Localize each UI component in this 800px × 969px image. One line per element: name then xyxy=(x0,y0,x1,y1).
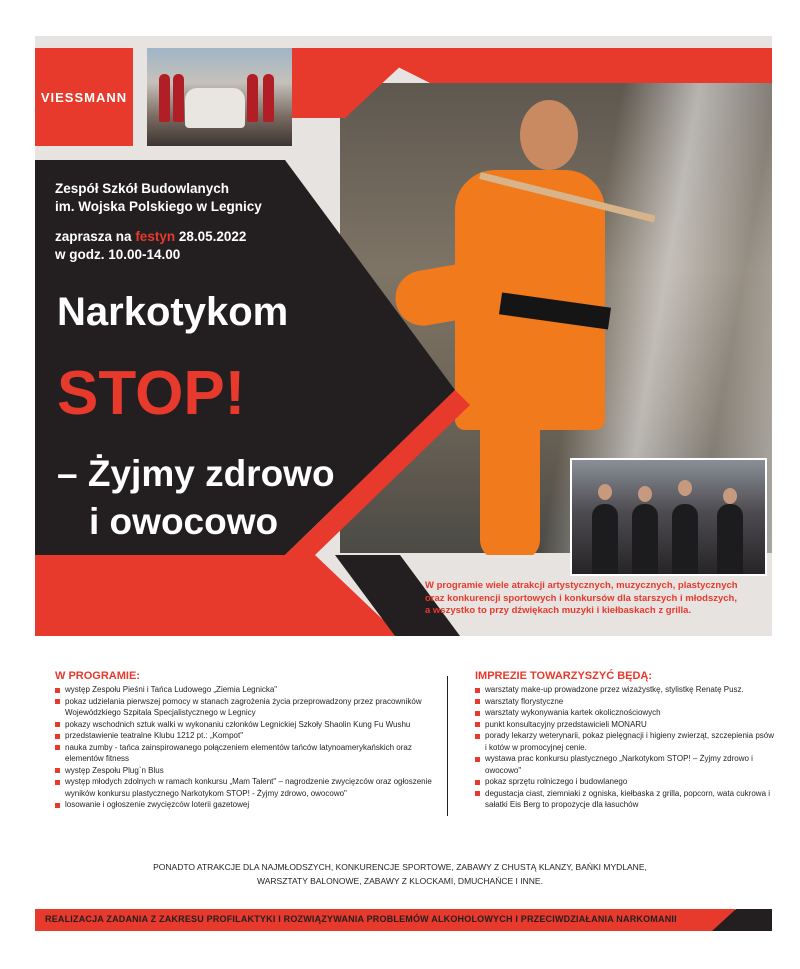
list-item: warsztaty florystyczne xyxy=(475,696,775,708)
school-name: Zespół Szkół Budowlanych im. Wojska Polskiego w Legnicy xyxy=(55,181,262,214)
side-events-title: IMPREZIE TOWARZYSZYĆ BĘDĄ: xyxy=(475,670,653,682)
list-item: pokaz udzielania pierwszej pomocy w stanach zagrożenia życia przeprowadzony przez pracowników Wojewódzkiego Szpitala Specjalistycznego w Legnicy xyxy=(55,696,435,719)
additional-attractions: PONADTO ATRAKCJE DLA NAJMŁODSZYCH, KONKURENCJE SPORTOWE, ZABAWY Z CHUSTĄ KLANZY, BAŃKI MYDLANE, WARSZTATY BALONOWE, ZABAWY Z KLOCKAMI, DMUCHAŃCE I INNE. xyxy=(153,862,647,886)
funding-text: REALIZACJA ZADANIA Z ZAKRESU PROFILAKTYKI I ROZWIĄZYWANIA PROBLEMÓW ALKOHOLOWYCH I PRZECIWDZIAŁANIA NARKOMANII xyxy=(45,914,677,924)
invitation: zaprasza na festyn 28.05.2022 w godz. 10.00-14.00 xyxy=(55,228,262,264)
logo-text: VIESSMANN xyxy=(40,89,128,105)
viessmann-logo xyxy=(35,48,133,146)
event-info xyxy=(55,180,262,264)
band-member xyxy=(592,504,618,574)
list-item: przedstawienie teatralne Klubu 1212 pt.: „Kompot" xyxy=(55,730,435,742)
headline-zyjmy: – Żyjmy zdrowo i owocowo xyxy=(57,453,335,542)
festyn-highlight: festyn xyxy=(135,229,176,244)
list-item: punkt konsultacyjny przedstawicieli MONARU xyxy=(475,719,775,731)
list-item: pokazy wschodnich sztuk walki w wykonaniu członków Legnickiej Szkoły Shaolin Kung Fu Wushu xyxy=(55,719,435,731)
event-date: 28.05.2022 xyxy=(178,229,247,244)
folk-group-car-photo xyxy=(147,48,292,146)
side-events-section xyxy=(475,670,775,811)
headline-stop: STOP! xyxy=(57,359,246,428)
band-member xyxy=(632,504,658,574)
event-hours: w godz. 10.00-14.00 xyxy=(55,247,181,262)
side-events-list xyxy=(475,684,775,811)
band-photo xyxy=(570,458,767,576)
list-item: losowanie i ogłoszenie zwycięzców loterii gazetowej xyxy=(55,799,435,811)
person-figure xyxy=(263,74,274,122)
band-member-head xyxy=(638,486,652,502)
band-member-head xyxy=(598,484,612,500)
list-item: występ młodych zdolnych w ramach konkursu „Mam Talent" – nagrodzenie zwycięzców oraz ogłoszenie wyników konkursu plastycznego Narkotykom STOP! - Żyjmy zdrowo, owocowo" xyxy=(55,776,435,799)
band-member xyxy=(717,504,743,574)
program-title: W PROGRAMIE: xyxy=(55,670,140,682)
list-item: warsztaty make-up prowadzone przez wizażystkę, stylistkę Renatę Pusz. xyxy=(475,684,775,696)
program-caption: W programie wiele atrakcji artystycznych, muzycznych, plastycznych oraz konkurencji sportowych i konkursów dla starszych i młodszych, a wszystko to przy dźwiękach muzyki i kiełbaskach z grilla. xyxy=(425,580,738,616)
program-list xyxy=(55,684,435,811)
list-item: warsztaty wykonywania kartek okolicznościowych xyxy=(475,707,775,719)
person-figure xyxy=(173,74,184,122)
list-item: nauka zumby - tańca zainspirowanego połączeniem elementów tańców latynoamerykańskich oraz elementów fitness xyxy=(55,742,435,765)
band-member xyxy=(672,504,698,574)
list-item: występ Zespołu Pieśni i Tańca Ludowego „Ziemia Legnicka" xyxy=(55,684,435,696)
list-item: degustacja ciast, ziemniaki z ogniska, kiełbaska z grilla, popcorn, wata cukrowa i sałatki Eis Berg to propozycje dla łasuchów xyxy=(475,788,775,811)
headline-narkotykom: Narkotykom xyxy=(57,290,289,334)
band-member-head xyxy=(723,488,737,504)
list-item: porady lekarzy weterynarii, pokaz pielęgnacji i higieny zwierząt, szczepienia psów i kotów w promocyjnej cenie. xyxy=(475,730,775,753)
vintage-car xyxy=(185,88,245,128)
list-item: pokaz sprzętu rolniczego i budowlanego xyxy=(475,776,775,788)
person-figure xyxy=(247,74,258,122)
program-section xyxy=(55,670,435,811)
band-member-head xyxy=(678,480,692,496)
column-divider xyxy=(447,676,448,816)
top-right-red-band xyxy=(360,48,772,83)
list-item: wystawa prac konkursu plastycznego „Narkotykom STOP! – Żyjmy zdrowo i owocowo" xyxy=(475,753,775,776)
funding-bar xyxy=(35,909,772,931)
person-figure xyxy=(159,74,170,122)
list-item: występ Zespołu Plug`n Blus xyxy=(55,765,435,777)
